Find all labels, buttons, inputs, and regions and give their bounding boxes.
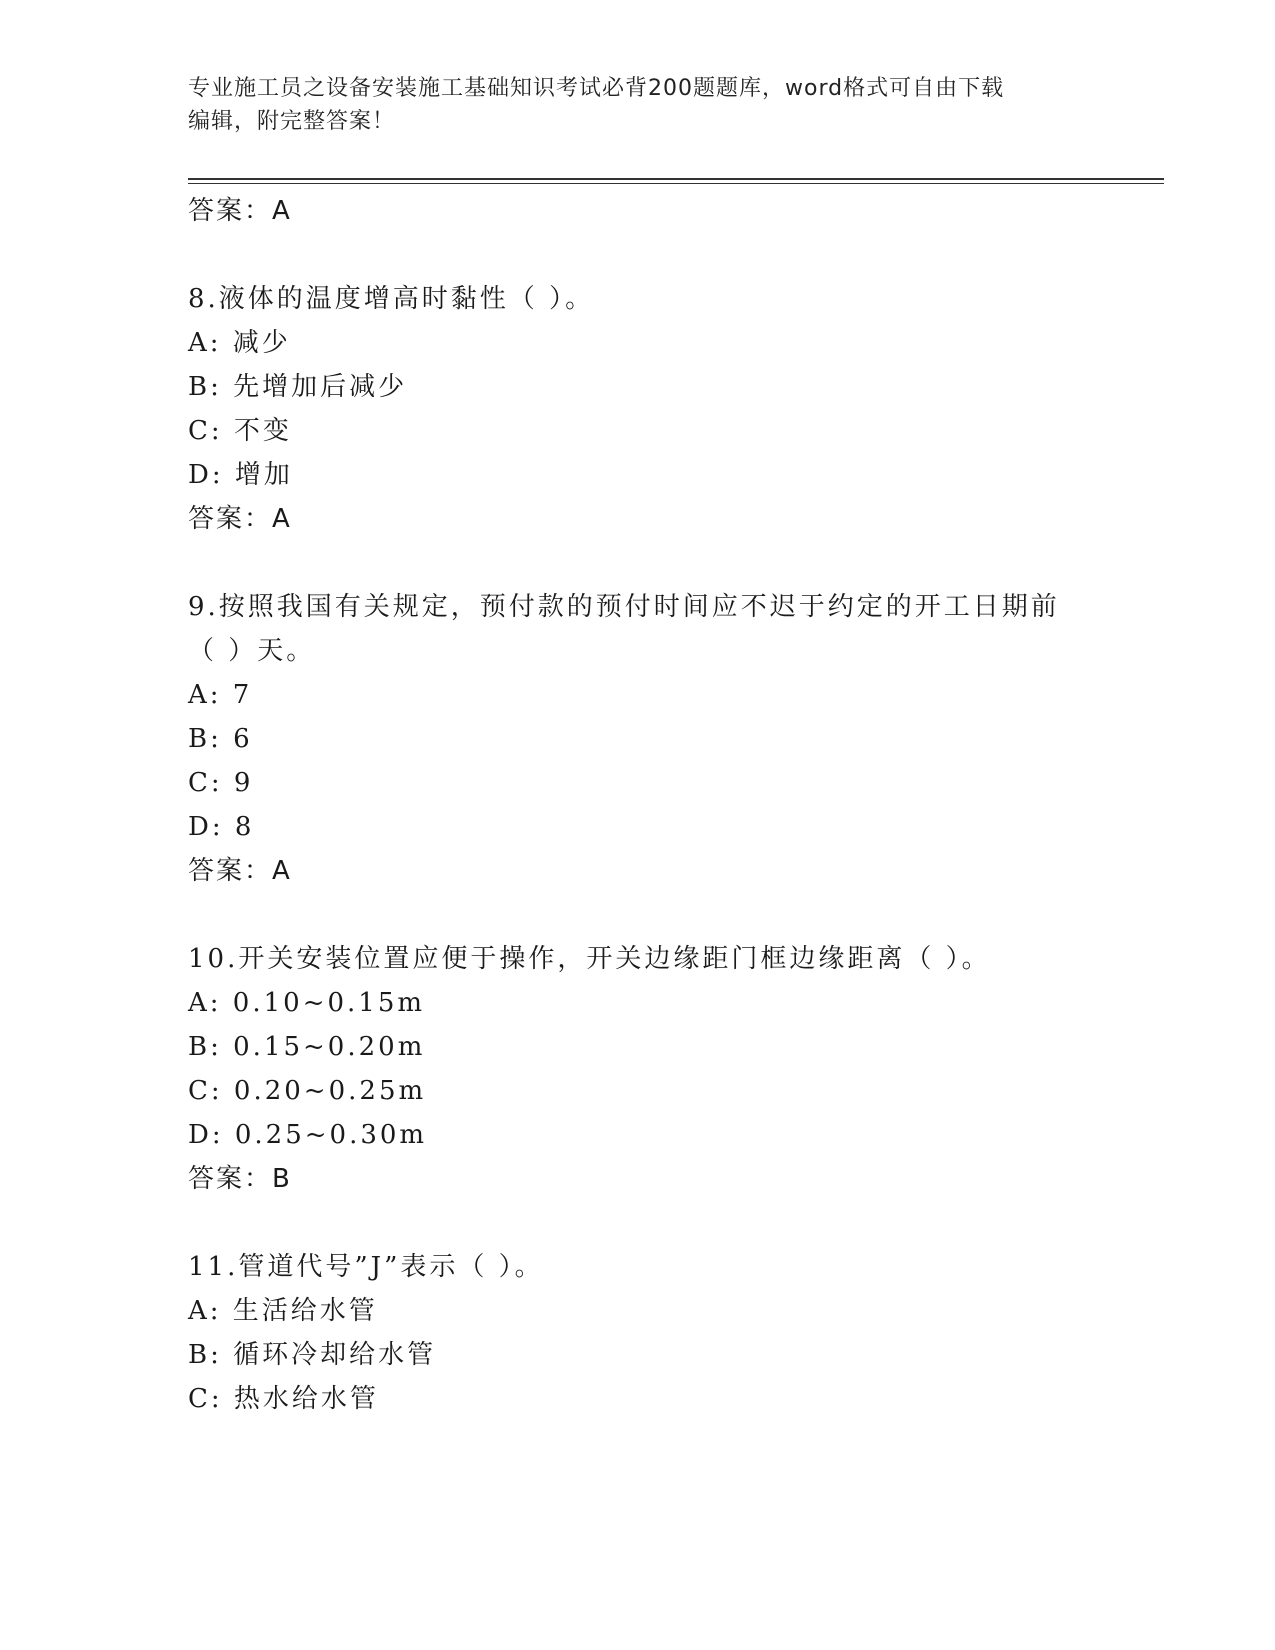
- question-9-cont: （ ）天。: [188, 636, 316, 666]
- option-a: A: 生活给水管: [188, 1296, 378, 1326]
- option-c: C: 热水给水管: [188, 1384, 379, 1414]
- option-d: D: 增加: [188, 460, 293, 490]
- header-divider: [188, 178, 1164, 180]
- option-b: B: 0.15~0.20m: [188, 1032, 426, 1062]
- option-c: C: 9: [188, 768, 254, 798]
- option-b: B: 循环冷却给水管: [188, 1340, 437, 1370]
- answer-line: 答案：A: [188, 504, 292, 534]
- header-line-2: 编辑，附完整答案！: [188, 109, 396, 134]
- option-b: B: 先增加后减少: [188, 372, 408, 402]
- option-a: A: 0.10~0.15m: [188, 988, 426, 1018]
- question-8: 8.液体的温度增高时黏性（ ）。: [188, 284, 595, 314]
- option-a: A: 7: [188, 680, 253, 710]
- option-c: C: 不变: [188, 416, 292, 446]
- header-line-1: 专业施工员之设备安装施工基础知识考试必背200题题库，word格式可自由下载: [188, 76, 1005, 101]
- option-d: D: 8: [188, 812, 255, 842]
- option-d: D: 0.25~0.30m: [188, 1120, 428, 1150]
- option-a: A: 减少: [188, 328, 291, 358]
- question-9: 9.按照我国有关规定，预付款的预付时间应不迟于约定的开工日期前: [188, 592, 1060, 622]
- question-10: 10.开关安装位置应便于操作，开关边缘距门框边缘距离（ ）。: [188, 944, 991, 974]
- page-header: [188, 72, 1088, 138]
- option-b: B: 6: [188, 724, 253, 754]
- option-c: C: 0.20~0.25m: [188, 1076, 427, 1106]
- answer-line: 答案：B: [188, 1164, 292, 1194]
- question-11: 11.管道代号”J”表示（ ）。: [188, 1252, 544, 1282]
- answer-line: 答案：A: [188, 196, 292, 226]
- header-divider-thin: [188, 183, 1164, 184]
- answer-line: 答案：A: [188, 856, 292, 886]
